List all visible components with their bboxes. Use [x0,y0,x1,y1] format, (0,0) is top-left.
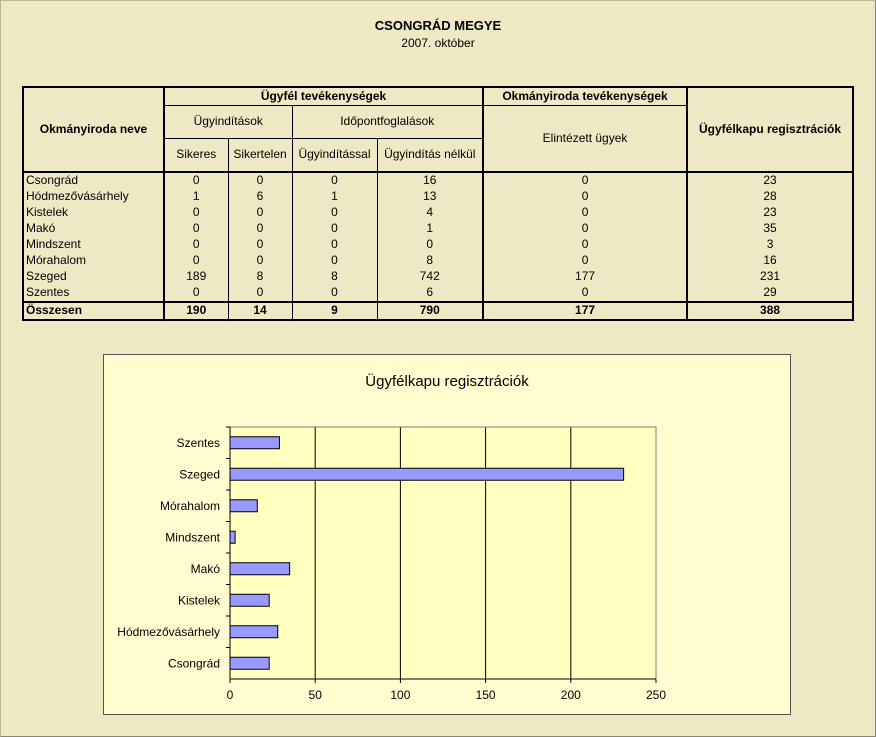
cell-handled: 0 [483,205,687,221]
cell-registrations: 29 [687,285,853,302]
header-registrations: Ügyfélkapu regisztrációk [687,87,853,172]
table-row [23,172,853,189]
cell-unsuccessful: 0 [228,237,292,253]
cell-without-initiation: 1 [377,221,483,237]
cell-unsuccessful: 0 [228,205,292,221]
cell-office-name: Szentes [23,285,164,302]
cell-total-without-initiation: 790 [377,302,483,320]
cell-office-name: Kistelek [23,205,164,221]
table-row [23,189,853,205]
header-office-activities: Okmányiroda tevékenységek [483,87,687,105]
cell-registrations: 16 [687,253,853,269]
y-tick-label: Szentes [176,435,220,450]
cell-handled: 0 [483,253,687,269]
bar-mindszent [230,531,235,543]
cell-unsuccessful: 8 [228,269,292,285]
cell-with-initiation: 0 [292,172,377,189]
bar-csongrád [230,657,269,669]
y-tick-label: Mindszent [165,530,220,545]
cell-without-initiation: 0 [377,237,483,253]
table-row [23,253,853,269]
cell-successful: 0 [164,221,228,237]
cell-unsuccessful: 0 [228,172,292,189]
table-row [23,221,853,237]
cell-registrations: 23 [687,205,853,221]
cell-office-name: Makó [23,221,164,237]
registrations-bar-chart [104,355,790,714]
header-successful: Sikeres [164,138,228,172]
page-subtitle: 2007. október [401,36,475,50]
header-case-initiations: Ügyindítások [164,105,292,138]
statistics-table [22,86,854,321]
cell-with-initiation: 8 [292,269,377,285]
bar-makó [230,563,290,575]
cell-office-name: Mórahalom [23,253,164,269]
cell-total-registrations: 388 [687,302,853,320]
bar-mórahalom [230,500,257,512]
cell-office-name: Szeged [23,269,164,285]
cell-with-initiation: 0 [292,237,377,253]
cell-total-successful: 190 [164,302,228,320]
x-tick-label: 200 [560,688,581,702]
x-tick-label: 150 [475,688,496,702]
cell-total-unsuccessful: 14 [228,302,292,320]
cell-total-label: Összesen [23,302,164,320]
header-appointments: Időpontfoglalások [292,105,483,138]
cell-successful: 0 [164,237,228,253]
x-tick-label: 0 [226,688,234,702]
cell-with-initiation: 0 [292,205,377,221]
header-client-activities: Ügyfél tevékenységek [164,87,483,105]
cell-registrations: 35 [687,221,853,237]
cell-unsuccessful: 6 [228,189,292,205]
header-unsuccessful: Sikertelen [228,138,292,172]
header-office-name: Okmányiroda neve [23,87,164,172]
cell-handled: 0 [483,189,687,205]
page-title: CSONGRÁD MEGYE [374,18,502,33]
cell-handled: 0 [483,285,687,302]
y-tick-label: Mórahalom [159,498,220,513]
bar-szeged [230,468,624,480]
cell-registrations: 23 [687,172,853,189]
cell-with-initiation: 1 [292,189,377,205]
y-tick-label: Kistelek [177,593,220,608]
cell-total-handled: 177 [483,302,687,320]
cell-with-initiation: 0 [292,253,377,269]
table-row [23,237,853,253]
x-tick-label: 250 [645,688,667,702]
bar-hódmezővásárhely [230,626,278,638]
cell-successful: 0 [164,253,228,269]
table-row [23,285,853,302]
cell-handled: 0 [483,221,687,237]
chart-area [103,354,791,715]
x-tick-label: 50 [308,688,322,702]
y-tick-label: Szeged [179,467,220,482]
cell-unsuccessful: 0 [228,253,292,269]
cell-handled: 177 [483,269,687,285]
cell-office-name: Mindszent [23,237,164,253]
bar-kistelek [230,594,269,606]
cell-successful: 189 [164,269,228,285]
table-total-row [23,302,853,320]
y-tick-label: Csongrád [167,656,220,671]
cell-office-name: Csongrád [23,172,164,189]
cell-registrations: 3 [687,237,853,253]
cell-unsuccessful: 0 [228,221,292,237]
cell-without-initiation: 4 [377,205,483,221]
x-tick-label: 100 [390,688,411,702]
cell-successful: 0 [164,205,228,221]
cell-without-initiation: 13 [377,189,483,205]
table-row [23,269,853,285]
cell-office-name: Hódmezővásárhely [23,189,164,205]
table-row [23,205,853,221]
header-handled-cases: Elintézett ügyek [483,105,687,172]
cell-with-initiation: 0 [292,221,377,237]
cell-with-initiation: 0 [292,285,377,302]
cell-successful: 1 [164,189,228,205]
cell-without-initiation: 16 [377,172,483,189]
header-without-initiation: Ügyindítás nélkül [377,138,483,172]
cell-successful: 0 [164,285,228,302]
bar-szentes [230,437,279,449]
cell-registrations: 28 [687,189,853,205]
cell-without-initiation: 742 [377,269,483,285]
cell-without-initiation: 6 [377,285,483,302]
y-tick-label: Makó [190,561,220,576]
cell-handled: 0 [483,172,687,189]
plot-background [230,427,656,679]
cell-total-with-initiation: 9 [292,302,377,320]
chart-title: Ügyfélkapu regisztrációk [365,373,529,390]
y-tick-label: Hódmezővásárhely [117,624,220,639]
cell-handled: 0 [483,237,687,253]
cell-successful: 0 [164,172,228,189]
cell-without-initiation: 8 [377,253,483,269]
cell-registrations: 231 [687,269,853,285]
cell-unsuccessful: 0 [228,285,292,302]
header-with-initiation: Ügyindítással [292,138,377,172]
